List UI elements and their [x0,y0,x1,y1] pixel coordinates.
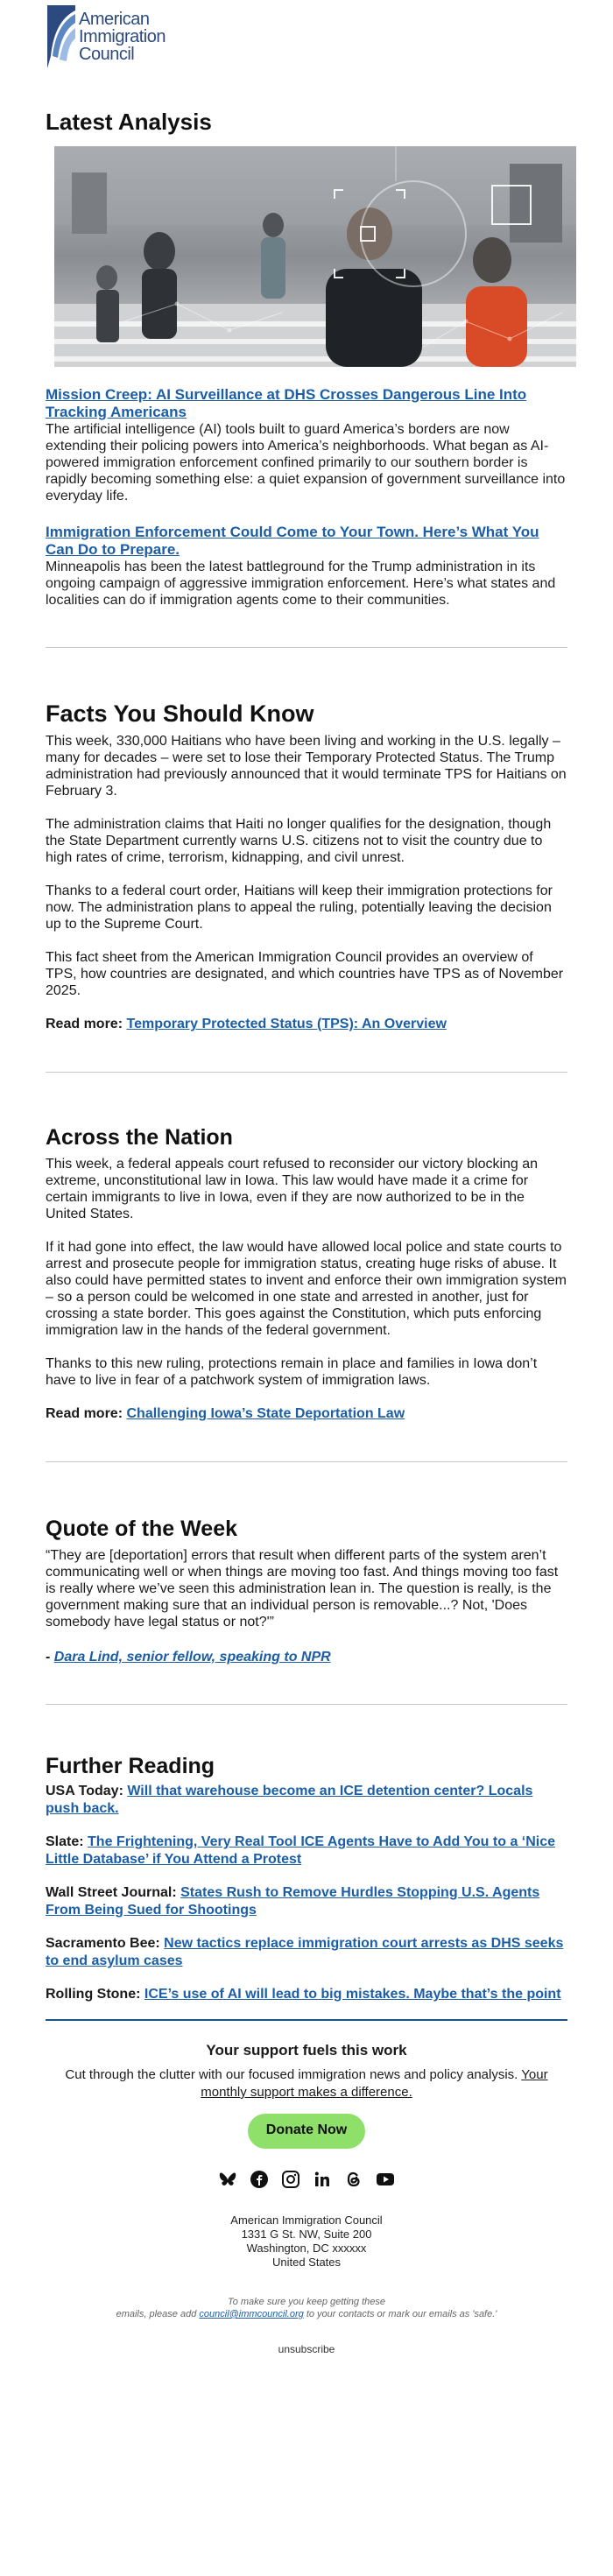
article-2-summary: Minneapolis has been the latest battleground for the Trump administration in its ongoing campaign of aggressive immigration enforcement. Here’s what states and localities can do if immigration agents come to their communities. [46,560,556,608]
support-heading: Your support fuels this work [206,2042,407,2059]
reading-source: USA Today: [46,1784,123,1798]
reading-link[interactable]: Will that warehouse become an ICE detention center? Locals push back. [46,1784,533,1816]
reading-item [46,1783,567,1818]
threads-icon[interactable] [344,2170,363,2189]
surveillance-crowd-image [54,146,576,367]
address-line: 1331 G St. NW, Suite 200 [241,2228,372,2241]
safe-line-2 [46,2308,567,2320]
further-reading-heading: Further Reading [46,1754,215,1778]
section-divider [46,1072,567,1073]
section-divider [46,647,567,648]
reading-source: Slate: [46,1834,84,1849]
linkedin-icon[interactable] [313,2170,332,2189]
reading-link[interactable]: The Frightening, Very Real Tool ICE Agents Have to Add You to a ‘Nice Little Database’ if You Attend a Protest [46,1834,556,1867]
safe-post: to your contacts or mark our emails as 'safe.' [306,2309,497,2319]
section-divider [46,1461,567,1462]
article-2-title-link[interactable]: Immigration Enforcement Could Come to Your Town. Here’s What You Can Do to Prepare. [46,524,539,558]
reading-source: Wall Street Journal: [46,1885,177,1900]
article-1-title-link[interactable]: Mission Creep: AI Surveillance at DHS Crosses Dangerous Line Into Tracking Americans [46,386,527,420]
logo-line2: Immigration [79,27,166,46]
social-links [46,2170,567,2189]
council-email-link[interactable]: council@immcouncil.org [199,2309,304,2319]
iowa-law-link[interactable]: Challenging Iowa’s State Deportation Law [126,1406,405,1421]
instagram-icon[interactable] [281,2170,300,2189]
reading-link[interactable]: States Rush to Remove Hurdles Stopping U.S. Agents From Being Sued for Shootings [46,1885,540,1918]
facts-paragraph: This fact sheet from the American Immigration Council provides an overview of TPS, how countries are designated, and which countries have TPS as of November 2025. [46,950,564,998]
logo-line1: American [79,10,150,29]
article-2 [46,524,567,609]
reading-item [46,1884,567,1919]
nation-heading: Across the Nation [46,1125,233,1150]
support-text [46,2066,567,2101]
logo-line3: Council [79,45,135,64]
monthly-support-link[interactable]: Your monthly support makes a difference. [201,2067,548,2100]
nation-read-more [46,1405,567,1423]
logo-text [79,11,166,63]
reading-item [46,1935,567,1970]
nation-paragraph: This week, a federal appeals court refused to reconsider our victory blocking an extreme, unconstitutional law in Iowa. This law would have made it a crime for certain immigrants to live in Iowa, even if they are now authorized to be in the United States. [46,1157,539,1221]
quote-heading: Quote of the Week [46,1517,238,1541]
nation-paragraph: If it had gone into effect, the law would have allowed local police and state courts to arrest and prosecute people for immigration status, creating huge risks of abuse. It also could have permitted states to invent and enforce their own immigration system – so a person could be welcomed in one state and arrested in another, just for crossing a state border. This goes against the Constitution, which puts enforcing immigration law in the hands of the federal government. [46,1240,567,1338]
mailing-address [46,2214,567,2270]
quote-attribution [46,1650,567,1665]
address-line: Washington, DC xxxxxx [246,2242,367,2255]
bluesky-icon[interactable] [218,2170,237,2189]
reading-item [46,1833,567,1869]
section-divider [46,1704,567,1705]
youtube-icon[interactable] [376,2170,395,2189]
hero-image[interactable] [54,146,576,367]
facts-paragraph: Thanks to a federal court order, Haitians will keep their immigration protections for now. The administration plans to appeal the ruling, potentially leaving the decision up to the Supreme Court. [46,883,553,932]
reading-item [46,1986,567,2003]
nation-paragraph: Thanks to this new ruling, protections remain in place and families in Iowa don’t have to live in fear of a patchwork system of immigration laws. [46,1356,538,1388]
facts-paragraph: The administration claims that Haiti no longer qualifies for the designation, though the State Department currently warns U.S. citizens not to visit the country due to high rates of crime, terrorism, kidnapping, and civil unrest. [46,817,552,865]
address-line: United States [271,2256,342,2269]
tps-overview-link[interactable]: Temporary Protected Status (TPS): An Overview [126,1017,447,1031]
quote-source-link[interactable]: Dara Lind, senior fellow, speaking to NPR [53,1650,331,1665]
header [46,0,567,96]
facebook-icon[interactable] [250,2170,269,2189]
quote-attr-prefix: - [46,1650,54,1665]
read-more-label: Read more: [46,1406,123,1421]
latest-analysis-heading: Latest Analysis [46,109,212,135]
reading-link[interactable]: New tactics replace immigration court arrests as DHS seeks to end asylum cases [46,1936,564,1968]
safe-pre: emails, please add [116,2309,197,2319]
reading-link[interactable]: ICE’s use of AI will lead to big mistakes. Maybe that’s the point [144,1987,561,2002]
facts-heading: Facts You Should Know [46,700,314,727]
facts-read-more [46,1016,567,1033]
article-1 [46,386,567,504]
logo-mark-icon [46,4,77,70]
support-body: Cut through the clutter with our focused immigration news and policy analysis. [65,2067,518,2082]
reading-source: Rolling Stone: [46,1987,141,2002]
address-line: American Immigration Council [230,2214,383,2227]
donate-button[interactable]: Donate Now [248,2114,365,2149]
reading-source: Sacramento Bee: [46,1936,160,1951]
support-section [46,2021,567,2149]
logo[interactable] [46,4,567,70]
facts-paragraph: This week, 330,000 Haitians who have been living and working in the U.S. legally – many for decades – were set to lose their Temporary Protected Status. The Trump administration had previously announced that it would terminate TPS for Haitians on February 3. [46,734,567,799]
safe-sender-note [46,2296,567,2320]
quote-text: “They are [deportation] errors that result when different parts of the system aren’t communicating well or when things are moving too fast. And things moving too fast is really where we’ve seen this administration lean in. The question is really, is the government making sure that an individual person is removable...? Not, 'Does somebody have legal status or not?'” [46,1548,559,1629]
safe-line-1: To make sure you keep getting these [228,2297,385,2307]
article-1-summary: The artificial intelligence (AI) tools built to guard America’s borders are now extending their policing powers into America’s neighborhoods. What began as AI-powered immigration enforcement confined primarily to our southern border is rapidly becoming something else: a quiet expansion of government surveillance into everyday life. [46,422,566,503]
unsubscribe-link[interactable]: unsubscribe [278,2343,335,2355]
read-more-label: Read more: [46,1017,123,1031]
